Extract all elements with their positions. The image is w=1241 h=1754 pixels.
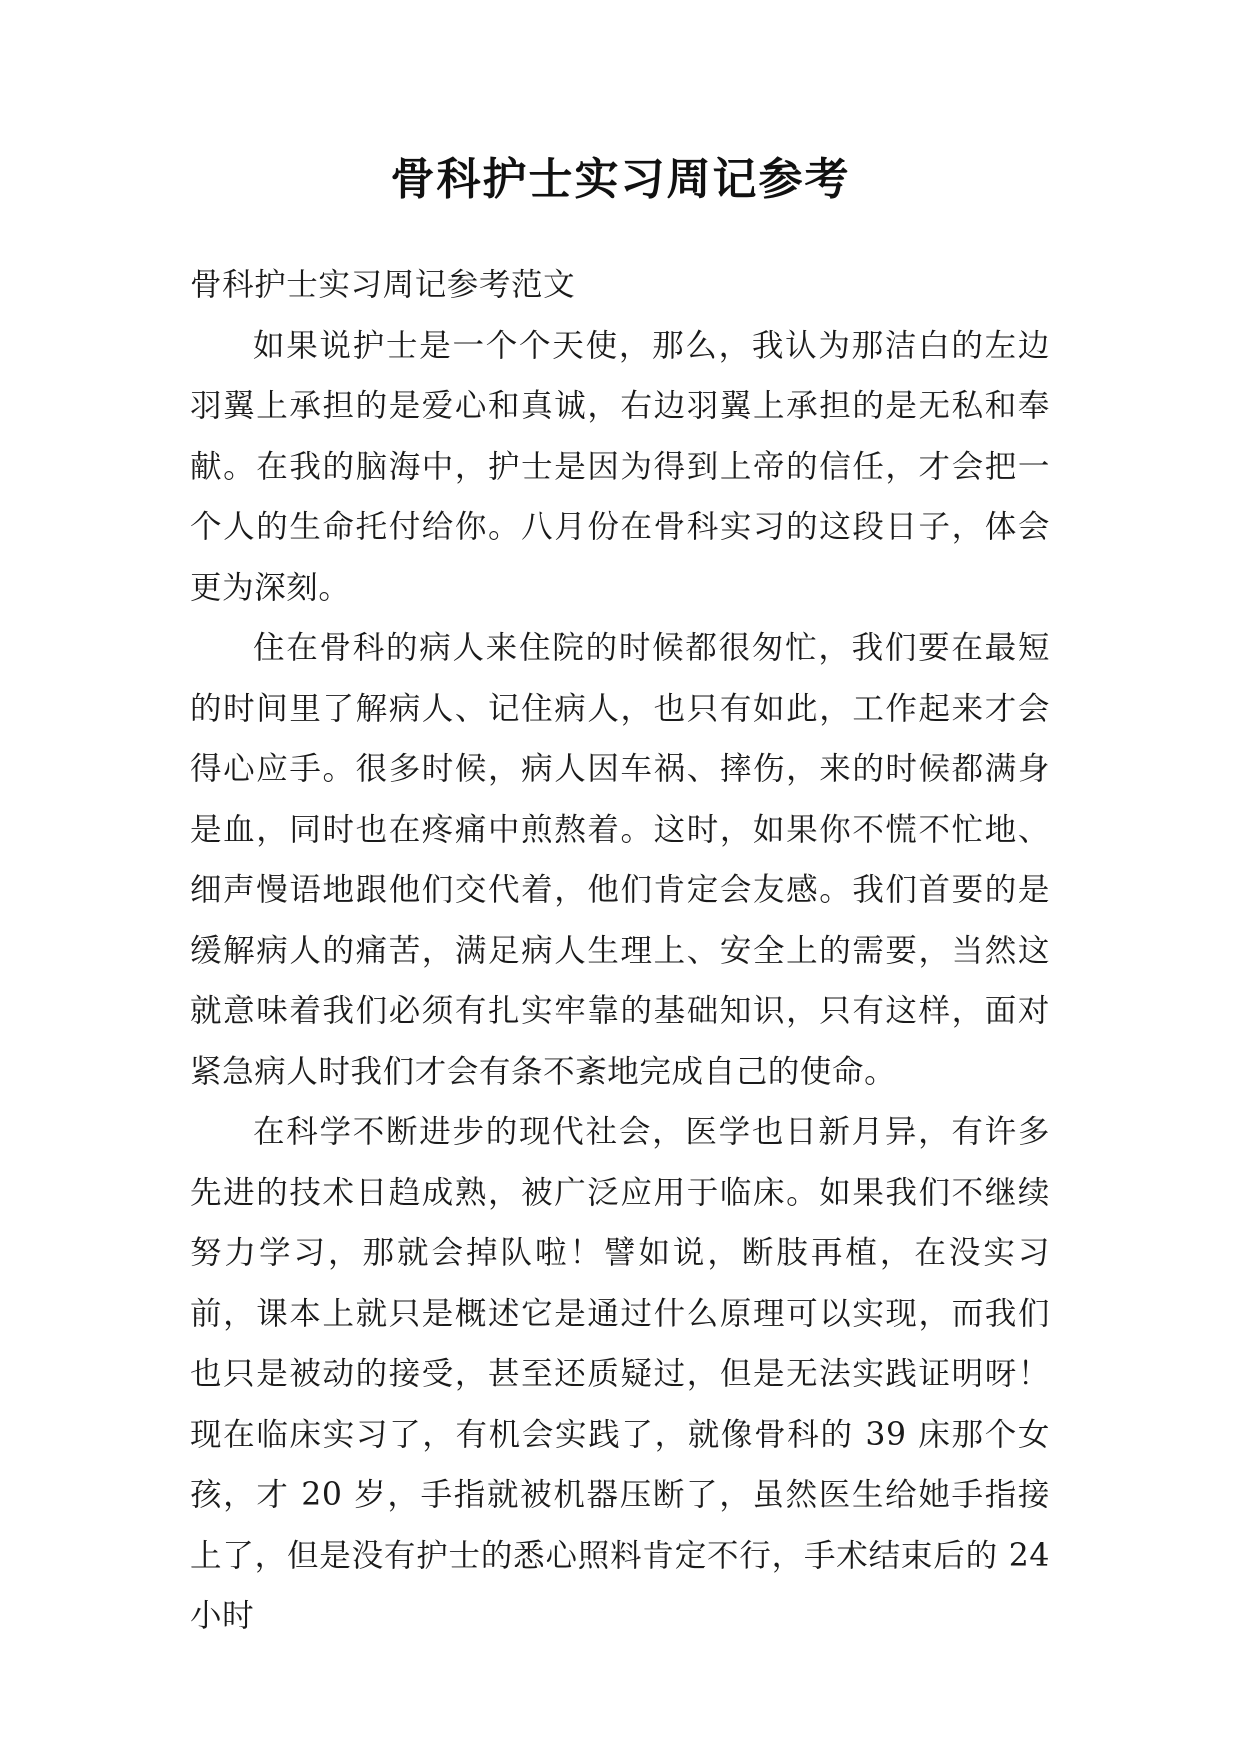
paragraph-1: 如果说护士是一个个天使，那么，我认为那洁白的左边羽翼上承担的是爱心和真诚，右边羽翼上承担的是无私和奉献。在我的脑海中，护士是因为得到上帝的信任，才会把一个人的生命托付给你。八月份在骨科实习的这段日子，体会更为深刻。 <box>190 327 1050 606</box>
paragraph-3: 在科学不断进步的现代社会，医学也日新月异，有许多先进的技术日趋成熟，被广泛应用于临床。如果我们不继续努力学习，那就会掉队啦！譬如说，断肢再植，在没实习前，课本上就只是概述它是通过什么原理可以实现，而我们也只是被动的接受，甚至还质疑过，但是无法实践证明呀！现在临床实习了，有机会实践了，就像骨科的 39 床那个女孩，才 20 岁，手指就被机器压断了，虽然医生给她手指接上了，但是没有护士的悉心照料肯定不行，手术结束后的 24 小时 <box>190 1114 1050 1634</box>
document-body <box>190 255 1050 1647</box>
paragraph-2: 住在骨科的病人来住院的时候都很匆忙，我们要在最短的时间里了解病人、记住病人，也只有如此，工作起来才会得心应手。很多时候，病人因车祸、摔伤，来的时候都满身是血，同时也在疼痛中煎熬着。这时，如果你不慌不忙地、细声慢语地跟他们交代着，他们肯定会友感。我们首要的是缓解病人的痛苦，满足病人生理上、安全上的需要，当然这就意味着我们必须有扎实牢靠的基础知识，只有这样，面对紧急病人时我们才会有条不紊地完成自己的使命。 <box>190 630 1050 1090</box>
document-subtitle: 骨科护士实习周记参考范文 <box>190 267 576 303</box>
document-title: 骨科护士实习周记参考 <box>390 154 851 205</box>
